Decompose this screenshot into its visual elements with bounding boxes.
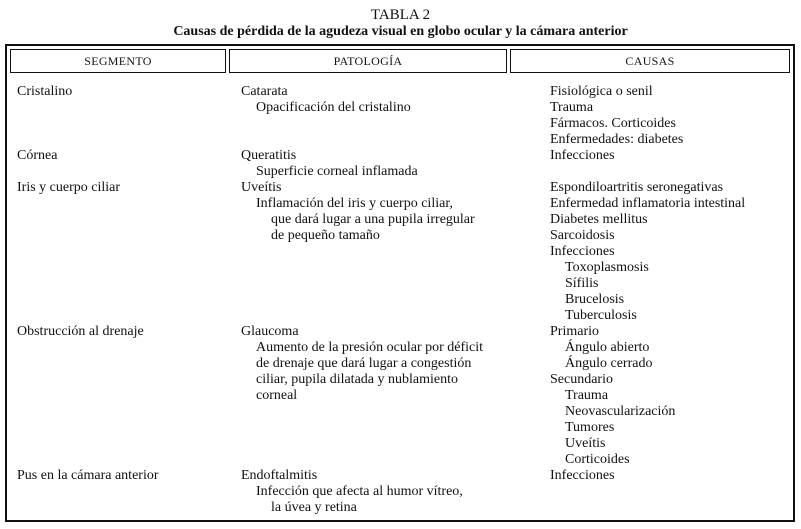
row-4-pathology: Glaucoma xyxy=(241,324,299,339)
row-2-segment: Córnea xyxy=(17,148,58,163)
row-3-segment: Iris y cuerpo ciliar xyxy=(17,180,121,195)
row-3-cause-4: Sarcoidosis xyxy=(550,228,615,243)
row-4-detail-3: ciliar, pupila dilatada y nublamiento xyxy=(256,372,458,387)
row-4-cause-3: Ángulo cerrado xyxy=(565,356,653,371)
row-2-cause-1: Infecciones xyxy=(550,148,615,163)
row-4-segment: Obstrucción al drenaje xyxy=(17,324,144,339)
row-4-cause-9: Corticoides xyxy=(565,452,630,467)
row-2-pathology: Queratitis xyxy=(241,148,297,163)
row-4-cause-4: Secundario xyxy=(550,372,613,387)
row-4-cause-7: Tumores xyxy=(565,420,615,435)
row-4-cause-6: Neovascularización xyxy=(565,404,676,419)
table-label: TABLA 2 xyxy=(370,7,431,23)
row-5-detail-1: Infección que afecta al humor vítreo, xyxy=(256,484,463,499)
row-1-cause-1: Fisiológica o senil xyxy=(550,84,653,99)
row-3-cause-2: Enfermedad inflamatoria intestinal xyxy=(550,196,746,211)
row-3-detail-2: que dará lugar a una pupila irregular xyxy=(271,212,475,227)
row-1-cause-4: Enfermedades: diabetes xyxy=(550,132,684,147)
row-5-segment: Pus en la cámara anterior xyxy=(17,468,159,483)
row-1-cause-3: Fármacos. Corticoides xyxy=(550,116,676,131)
row-5-cause-1: Infecciones xyxy=(550,468,615,483)
row-1-cause-2: Trauma xyxy=(550,100,594,115)
row-3-cause-5: Infecciones xyxy=(550,244,615,259)
row-4-cause-5: Trauma xyxy=(565,388,609,403)
row-3-cause-7: Sífilis xyxy=(565,276,599,291)
row-1-pathology: Catarata xyxy=(241,84,288,99)
row-3-pathology: Uveítis xyxy=(241,180,282,195)
row-3-cause-1: Espondiloartritis seronegativas xyxy=(550,180,724,195)
row-4-detail-1: Aumento de la presión ocular por déficit xyxy=(256,340,484,355)
table xyxy=(5,44,795,522)
row-4-cause-8: Uveítis xyxy=(565,436,606,451)
row-4-cause-1: Primario xyxy=(550,324,599,339)
row-3-cause-6: Toxoplasmosis xyxy=(565,260,649,275)
row-3-cause-8: Brucelosis xyxy=(565,292,625,307)
header-causas: CAUSAS xyxy=(510,49,790,73)
table-caption: Causas de pérdida de la agudeza visual en globo ocular y la cámara anterior xyxy=(173,24,628,39)
header-segmento: SEGMENTO xyxy=(10,49,226,73)
row-4-detail-4: corneal xyxy=(256,388,298,403)
row-1-segment: Cristalino xyxy=(17,84,73,99)
row-3-cause-9: Tuberculosis xyxy=(565,308,637,323)
row-3-detail-1: Inflamación del iris y cuerpo ciliar, xyxy=(256,196,453,211)
row-1-detail-1: Opacificación del cristalino xyxy=(256,100,411,115)
header-patologia: PATOLOGÍA xyxy=(229,49,507,73)
row-4-detail-2: de drenaje que dará lugar a congestión xyxy=(256,356,472,371)
row-5-pathology: Endoftalmitis xyxy=(241,468,318,483)
row-3-detail-3: de pequeño tamaño xyxy=(271,228,380,243)
row-2-detail-1: Superficie corneal inflamada xyxy=(256,164,418,179)
row-3-cause-3: Diabetes mellitus xyxy=(550,212,648,227)
row-4-cause-2: Ángulo abierto xyxy=(565,340,650,355)
row-5-detail-2: la úvea y retina xyxy=(271,500,357,515)
